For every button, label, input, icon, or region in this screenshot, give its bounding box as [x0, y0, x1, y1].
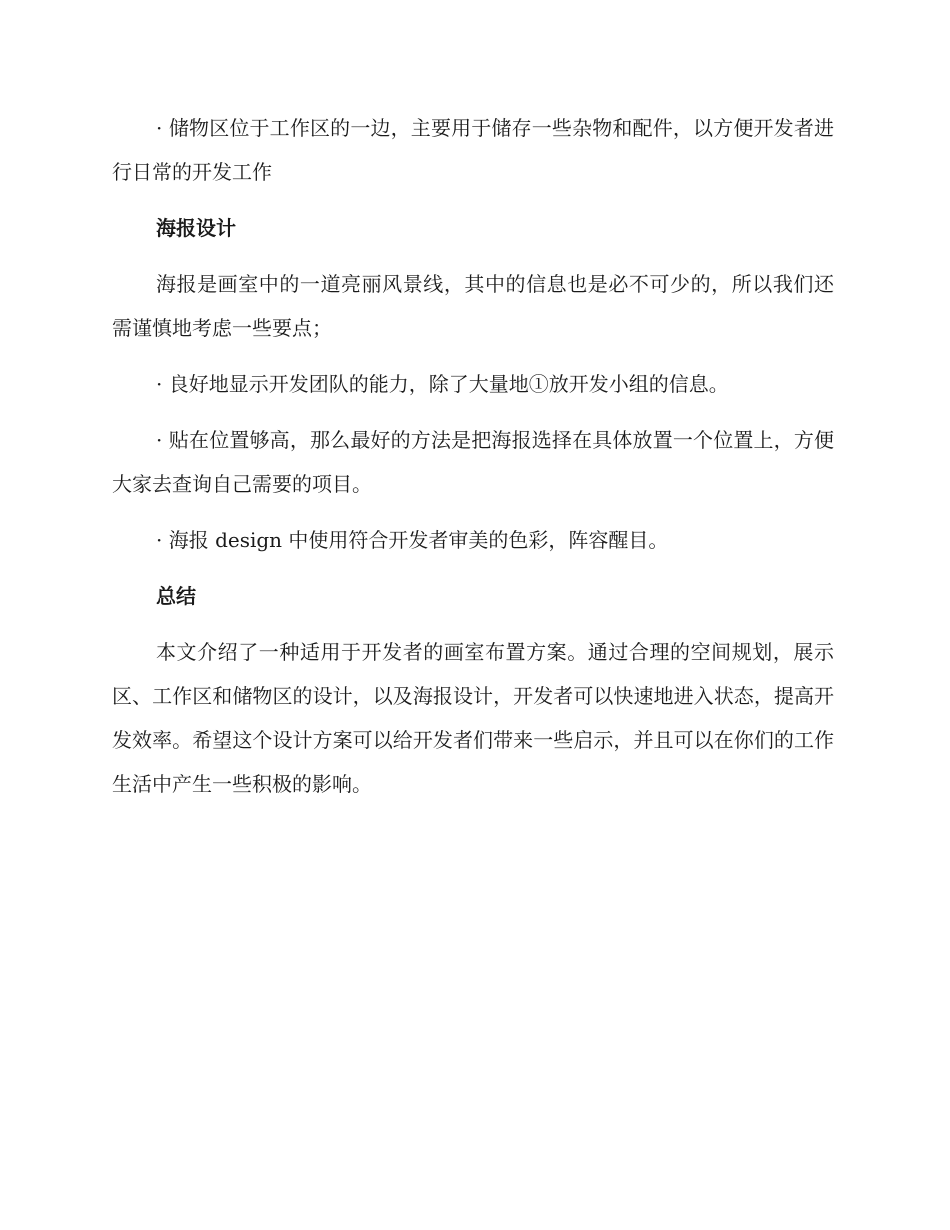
poster-bullet-placement: · 贴在位置够高，那么最好的方法是把海报选择在具体放置一个位置上，方便大家去查询自己需要的项目。 — [112, 428, 834, 496]
section-heading-poster-design: 海报设计 — [156, 216, 236, 240]
poster-intro-paragraph: 海报是画室中的一道亮丽风景线，其中的信息也是必不可少的，所以我们还需谨慎地考虑一些要点； — [112, 272, 834, 340]
summary-paragraph: 本文介绍了一种适用于开发者的画室布置方案。通过合理的空间规划，展示区、工作区和储物区的设计，以及海报设计，开发者可以快速地进入状态，提高开发效率。希望这个设计方案可以给开发者们带来一些启示，并且可以在你们的工作生活中产生一些积极的影响。 — [112, 640, 834, 796]
document-body — [112, 106, 834, 818]
poster-bullet-team-ability: · 良好地显示开发团队的能力，除了大量地①放开发小组的信息。 — [156, 372, 729, 396]
storage-area-bullet: · 储物区位于工作区的一边，主要用于储存一些杂物和配件，以方便开发者进行日常的开发工作 — [112, 116, 834, 184]
section-heading-summary: 总结 — [156, 584, 196, 608]
poster-bullet-colors: · 海报 design 中使用符合开发者审美的色彩，阵容醒目。 — [156, 528, 669, 552]
